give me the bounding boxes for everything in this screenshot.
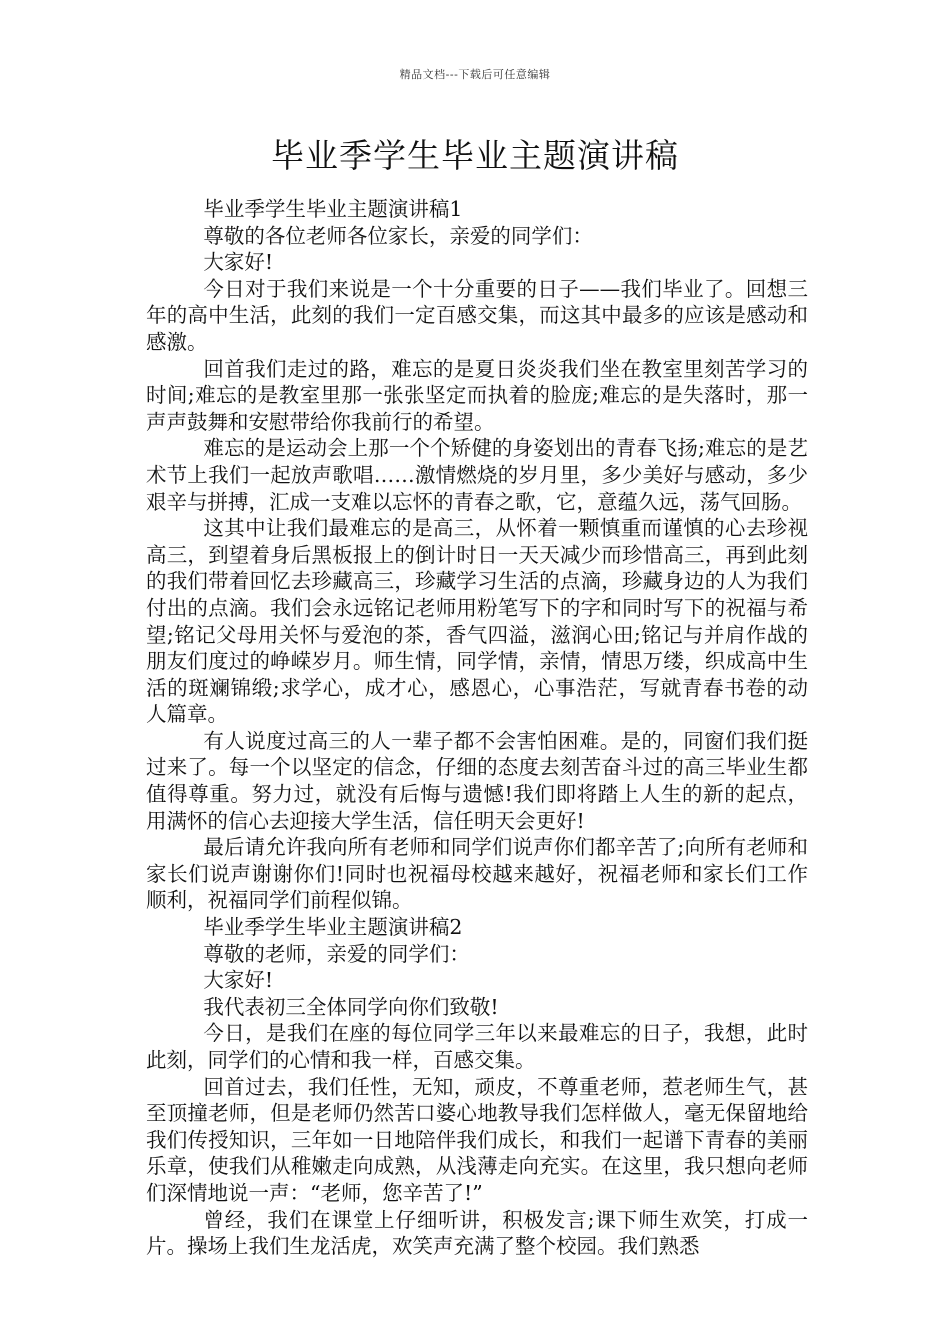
section-heading-1: 毕业季学生毕业主题演讲稿1 (203, 197, 463, 221)
body-paragraph: 这其中让我们最难忘的是高三，从怀着一颗慎重而谨慎的心去珍视高三，到望着身后黑板报上的倒计时日一天天减少而珍惜高三，再到此刻的我们带着回忆去珍藏高三，珍藏学习生活的点滴，珍藏身边的人为我们付出的点滴。我们会永远铭记老师用粉笔写下的字和同时写下的祝福与希望;铭记父母用关怀与爱泡的茶，香气四溢，滋润心田;铭记与并肩作战的朋友们度过的峥嵘岁月。师生情，同学情，亲情，情思万缕，织成高中生活的斑斓锦缎;求学心，成才心，感恩心，心事浩茫，写就青春书卷的动人篇章。 (146, 516, 808, 727)
header-note: 精品文档---下载后可任意编辑 (399, 68, 551, 81)
document-body (146, 196, 808, 1260)
salutation: 尊敬的各位老师各位家长，亲爱的同学们： (203, 223, 593, 248)
section-heading-2: 毕业季学生毕业主题演讲稿2 (203, 915, 463, 940)
document-title: 毕业季学生毕业主题演讲稿 (271, 136, 679, 175)
body-paragraph: 难忘的是运动会上那一个个矫健的身姿划出的青春飞扬;难忘的是艺术节上我们一起放声歌唱……激情燃烧的岁月里，多少美好与感动，多少艰辛与拼搏，汇成一支难以忘怀的青春之歌，它，意蕴久远，荡气回肠。 (146, 436, 808, 514)
greeting: 大家好! (203, 250, 274, 275)
greeting: 大家好! (203, 968, 274, 993)
body-paragraph: 今日对于我们来说是一个十分重要的日子——我们毕业了。回想三年的高中生活，此刻的我们一定百感交集，而这其中最多的应该是感动和感激。 (146, 276, 808, 354)
body-paragraph: 今日，是我们在座的每位同学三年以来最难忘的日子，我想，此时此刻，同学们的心情和我一样，百感交集。 (146, 1021, 808, 1072)
body-paragraph: 我代表初三全体同学向你们致敬! (203, 994, 499, 1019)
body-paragraph: 回首我们走过的路，难忘的是夏日炎炎我们坐在教室里刻苦学习的时间;难忘的是教室里那一张张坚定而执着的脸庞;难忘的是失落时，那一声声鼓舞和安慰带给你我前行的希望。 (146, 356, 808, 434)
body-paragraph: 曾经，我们在课堂上仔细听讲，积极发言;课下师生欢笑，打成一片。操场上我们生龙活虎，欢笑声充满了整个校园。我们熟悉 (146, 1207, 808, 1259)
salutation: 尊敬的老师，亲爱的同学们： (203, 941, 470, 966)
body-paragraph: 回首过去，我们任性，无知，顽皮，不尊重老师，惹老师生气，甚至顶撞老师，但是老师仍然苦口婆心地教导我们怎样做人，毫无保留地给我们传授知识，三年如一日地陪伴我们成长，和我们一起谱下青春的美丽乐章，使我们从稚嫩走向成熟，从浅薄走向充实。在这里，我只想向老师们深情地说一声：“老师，您辛苦了!” (146, 1074, 808, 1205)
body-paragraph: 有人说度过高三的人一辈子都不会害怕困难。是的，同窗们我们挺过来了。每一个以坚定的信念，仔细的态度去刻苦奋斗过的高三毕业生都值得尊重。努力过，就没有后悔与遗憾!我们即将踏上人生的新的起点，用满怀的信心去迎接大学生活，信任明天会更好! (146, 728, 808, 833)
body-paragraph: 最后请允许我向所有老师和同学们说声你们都辛苦了;向所有老师和家长们说声谢谢你们!同时也祝福母校越来越好，祝福老师和家长们工作顺利，祝福同学们前程似锦。 (146, 835, 808, 913)
